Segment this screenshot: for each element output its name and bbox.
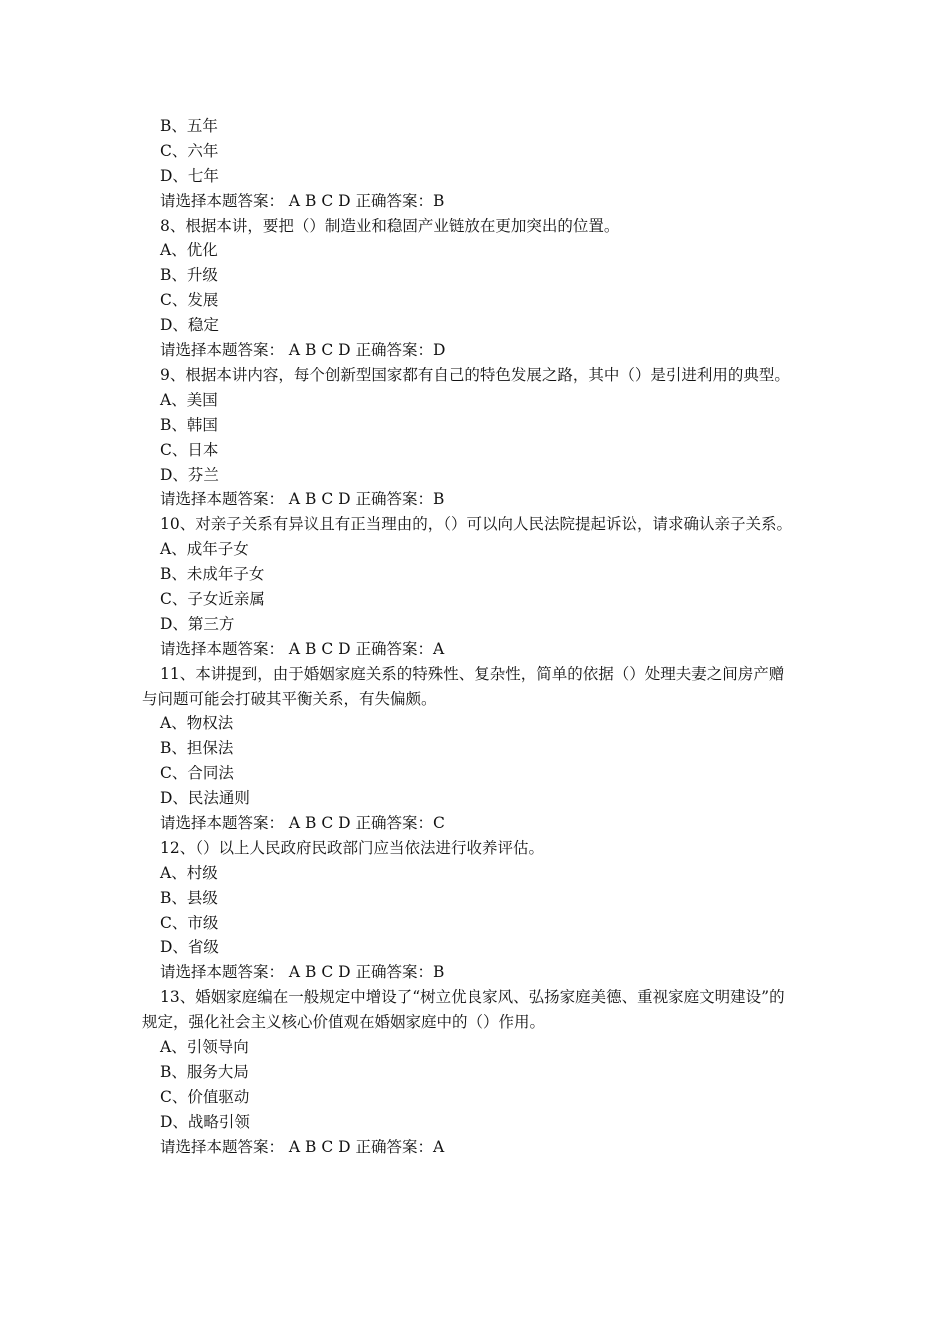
question-8-text: 8、根据本讲，要把（）制造业和稳固产业链放在更加突出的位置。 xyxy=(160,216,620,235)
option-a: A、物权法 xyxy=(160,714,234,733)
answer-line: 请选择本题答案： A B C D 正确答案：B xyxy=(160,963,445,982)
answer-line: 请选择本题答案： A B C D 正确答案：D xyxy=(160,341,446,360)
option-b: B、韩国 xyxy=(160,415,218,434)
answer-line: 请选择本题答案： A B C D 正确答案：A xyxy=(160,1137,445,1156)
option-d: D、民法通则 xyxy=(160,789,250,808)
option-c: C、合同法 xyxy=(160,764,234,783)
option-a: A、村级 xyxy=(160,863,218,882)
answer-line: 请选择本题答案： A B C D 正确答案：C xyxy=(160,814,445,833)
option-c: C、六年 xyxy=(160,141,219,160)
option-b: B、县级 xyxy=(160,888,218,907)
answer-line: 请选择本题答案： A B C D 正确答案：B xyxy=(160,490,445,509)
option-b: B、五年 xyxy=(160,117,218,135)
option-d: D、稳定 xyxy=(160,316,219,335)
answer-line: 请选择本题答案： A B C D 正确答案：B xyxy=(160,191,445,210)
option-d: D、芬兰 xyxy=(160,465,219,484)
option-c: C、价值驱动 xyxy=(160,1087,250,1106)
option-d: D、战略引领 xyxy=(160,1112,250,1131)
option-a: A、引领导向 xyxy=(160,1038,249,1057)
option-b: B、担保法 xyxy=(160,739,234,758)
option-b: B、未成年子女 xyxy=(160,565,265,584)
question-11-text: 11、本讲提到，由于婚姻家庭关系的特殊性、复杂性，简单的依据（）处理夫妻之间房产赠与问题可能会打破其平衡关系，有失偏颇。 xyxy=(142,664,785,708)
option-c: C、日本 xyxy=(160,440,219,459)
option-d: D、省级 xyxy=(160,938,219,957)
answer-line: 请选择本题答案： A B C D 正确答案：A xyxy=(160,639,445,658)
option-a: A、成年子女 xyxy=(160,540,249,559)
option-d: D、七年 xyxy=(160,166,219,185)
option-d: D、第三方 xyxy=(160,614,235,633)
option-c: C、市级 xyxy=(160,913,219,932)
option-b: B、服务大局 xyxy=(160,1062,249,1081)
option-a: A、美国 xyxy=(160,390,218,409)
option-c: C、子女近亲属 xyxy=(160,589,265,608)
option-b: B、升级 xyxy=(160,266,218,285)
question-12-text: 12、（）以上人民政府民政部门应当依法进行收养评估。 xyxy=(160,838,544,857)
option-c: C、发展 xyxy=(160,291,219,310)
question-9-text: 9、根据本讲内容，每个创新型国家都有自己的特色发展之路，其中（）是引进利用的典型。 xyxy=(160,365,790,384)
question-13-text: 13、婚姻家庭编在一般规定中增设了“树立优良家风、弘扬家庭美德、重视家庭文明建设”的规定，强化社会主义核心价值观在婚姻家庭中的（）作用。 xyxy=(142,988,785,1032)
document-page xyxy=(0,114,950,1160)
question-10-text: 10、对亲子关系有异议且有正当理由的，（）可以向人民法院提起诉讼，请求确认亲子关系。 xyxy=(160,515,792,534)
option-a: A、优化 xyxy=(160,241,218,260)
